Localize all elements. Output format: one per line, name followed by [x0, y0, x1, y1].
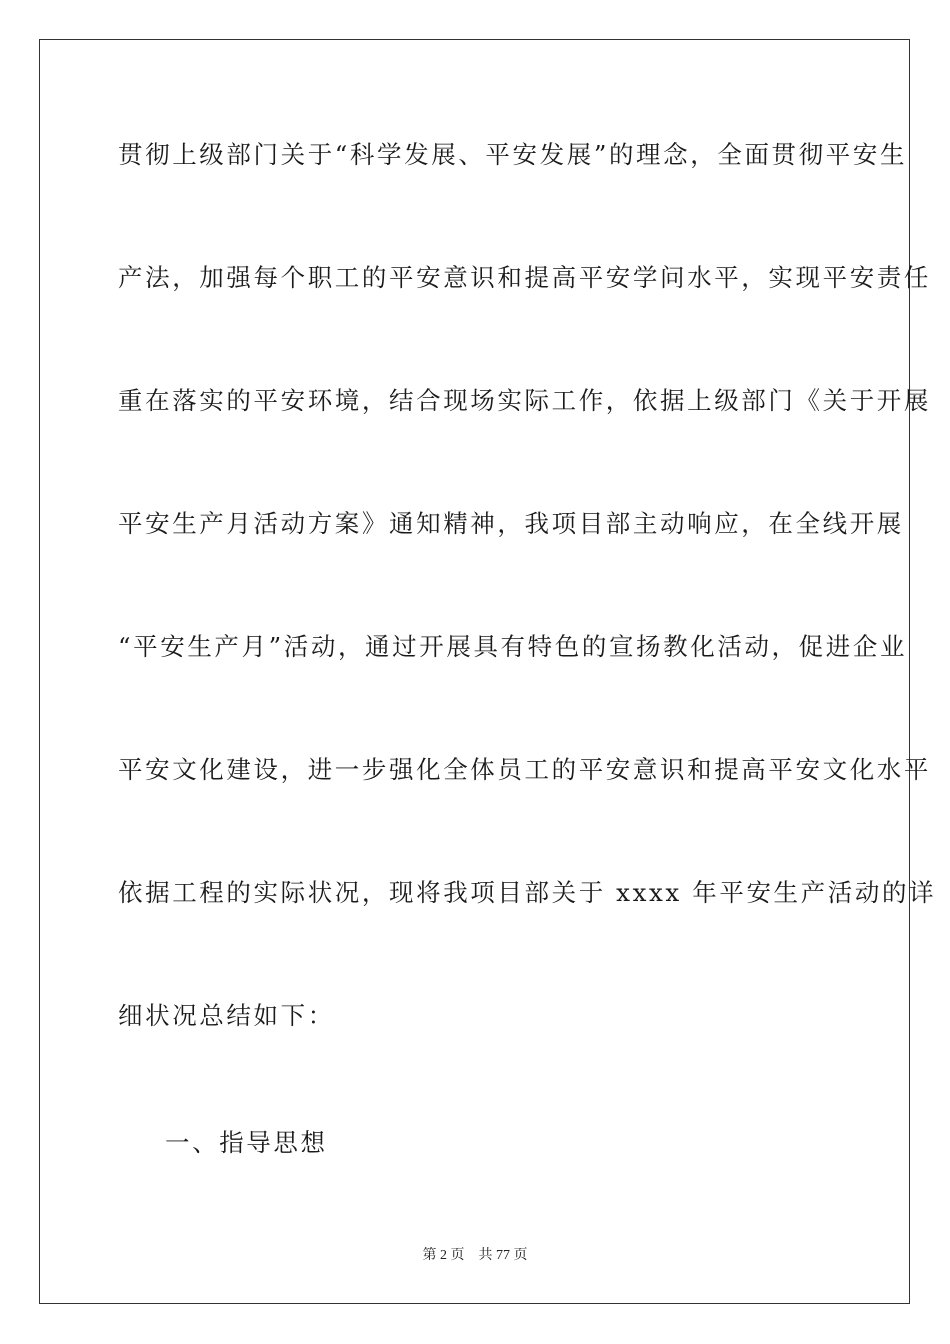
paragraph-line-1: 贯彻上级部门关于“科学发展、平安发展”的理念，全面贯彻平安生 [118, 140, 908, 169]
page-border [39, 39, 937, 1304]
section-heading: 一、指导思想 [165, 1128, 328, 1157]
paragraph-line-2: 产法，加强每个职工的平安意识和提高平安学问水平，实现平安责任 [118, 263, 931, 292]
paragraph-line-3: 重在落实的平安环境，结合现场实际工作，依据上级部门《关于开展 [118, 386, 931, 415]
paragraph-line-7: 依据工程的实际状况，现将我项目部关于 xxxx 年平安生产活动的详 [118, 878, 937, 907]
paragraph-line-4: 平安生产月活动方案》通知精神，我项目部主动响应，在全线开展 [118, 509, 904, 538]
page-total: 共 77 页 [478, 1248, 528, 1263]
paragraph-line-8: 细状况总结如下： [118, 1001, 335, 1030]
page-number: 第 2 页 [422, 1248, 465, 1263]
paragraph-line-5: “平安生产月”活动，通过开展具有特色的宣扬教化活动，促进企业 [118, 632, 908, 661]
paragraph-line-6: 平安文化建设，进一步强化全体员工的平安意识和提高平安文化水平 [118, 755, 931, 784]
page-footer [0, 1247, 950, 1265]
